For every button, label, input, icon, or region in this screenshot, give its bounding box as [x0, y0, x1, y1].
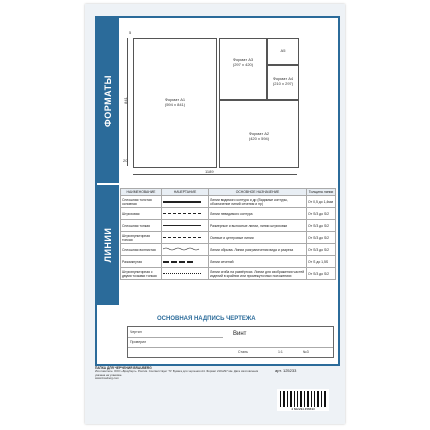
- format-a3-size: (297 х 420): [232, 62, 254, 67]
- line-purpose: Линии обрыва. Линии разграничения вида и разреза: [209, 244, 307, 256]
- line-name: Разомкнутая: [121, 256, 162, 268]
- format-a2-name: Формат А2: [248, 130, 270, 136]
- content-panel: [95, 16, 340, 366]
- line-sample: [162, 220, 209, 232]
- line-thickness: От S/3 до S/2: [307, 232, 336, 244]
- stamp-row-divider: [128, 347, 333, 348]
- format-a1-name: Формат А1: [164, 96, 186, 102]
- article-number: арт. 125233: [275, 368, 297, 373]
- line-thickness: От 0,5 до 1,4мм: [307, 196, 336, 208]
- line-thickness: От S/3 до S/2: [307, 220, 336, 232]
- line-sample: [162, 208, 209, 220]
- stamp-drew-label: Чертил: [130, 330, 142, 334]
- format-a3-name: Формат А3: [232, 57, 254, 62]
- line-purpose: Осевые и центровые линии: [209, 232, 307, 244]
- table-row: [121, 256, 336, 268]
- product-sheet: [85, 4, 345, 424]
- line-sample: [162, 256, 209, 268]
- line-name: Штрихпунктирная тонкая: [121, 232, 162, 244]
- formats-side-label: ФОРМАТЫ: [103, 74, 113, 127]
- header-style: НАЧЕРТАНИЕ: [162, 189, 209, 196]
- width-dimension-line: [133, 174, 297, 175]
- line-name: Штрихпунктирная с двумя точками тонкая: [121, 268, 162, 280]
- line-purpose: Линии сечений: [209, 256, 307, 268]
- line-thickness: От S/3 до S/2: [307, 208, 336, 220]
- line-thickness: От S/3 до S/2: [307, 244, 336, 256]
- line-sample: [162, 244, 209, 256]
- format-a1-size: (594 х 841): [164, 101, 186, 107]
- format-a4-box: [267, 65, 299, 100]
- header-name: НАИМЕНОВАНИЕ: [121, 189, 162, 196]
- line-sample: [162, 268, 209, 280]
- line-name: Сплошная волнистая: [121, 244, 162, 256]
- stamp-scale: 1:1: [278, 350, 283, 354]
- header-purpose: ОСНОВНОЕ НАЗНАЧЕНИЕ: [209, 189, 307, 196]
- lines-table: [120, 188, 336, 280]
- barcode: [277, 389, 329, 411]
- line-sample: [162, 232, 209, 244]
- format-a5-label: А5: [280, 47, 286, 53]
- stamp-checked-label: Проверил: [130, 340, 147, 344]
- wavy-line-sample: [163, 247, 201, 251]
- line-name: Сплошная толстая основная: [121, 196, 162, 208]
- format-a1-box: [133, 38, 217, 168]
- footer-heading: ПАПКА ДЛЯ ЧЕРЧЕНИЯ BRAUBERG: [95, 366, 152, 370]
- table-row: [121, 244, 336, 256]
- footer-text: [95, 367, 336, 381]
- format-a2-size: (420 х 594): [248, 135, 270, 141]
- format-a4-name: Формат А4: [272, 75, 294, 81]
- title-block: [127, 326, 334, 358]
- line-name: Сплошная тонкая: [121, 220, 162, 232]
- table-row: [121, 232, 336, 244]
- footer-site: www.brauberg.com: [95, 376, 119, 381]
- line-purpose: Линии видимого контура и др (Видимые контуры, обозначение линий сечения и пр): [209, 196, 307, 208]
- stamp-number: №3: [303, 350, 309, 354]
- width-dimension-label: 1189: [205, 169, 214, 174]
- table-row: [121, 220, 336, 232]
- stamp-title: ОСНОВНАЯ НАДПИСЬ ЧЕРТЕЖА: [157, 316, 256, 322]
- margin-5-label: 5: [129, 30, 132, 35]
- format-a4-size: (210 х 297): [272, 80, 294, 86]
- format-a5-box: [267, 38, 299, 65]
- lines-side-label: ЛИНИИ: [103, 227, 113, 263]
- line-purpose: Линии невидимого контура: [209, 208, 307, 220]
- format-a3-box: [219, 38, 267, 100]
- line-name: Штриховая: [121, 208, 162, 220]
- barcode-digits: 4 602234 456633: [291, 407, 315, 411]
- formats-side-bar: [97, 18, 119, 183]
- footer-body: Изготовитель: ООО «Брауберг». Россия. Соответствует ТУ. Бумага для черчения А4. Формат 210х297 мм. Дата изготовления указана на упаковке.: [95, 369, 259, 377]
- table-row: [121, 208, 336, 220]
- line-thickness: От S/3 до S/2: [307, 268, 336, 280]
- header-thickness: Толщина линии: [307, 189, 336, 196]
- lines-side-bar: [97, 185, 119, 305]
- table-row: [121, 196, 336, 208]
- stamp-row-divider: [128, 337, 223, 338]
- format-a2-box: [219, 100, 299, 168]
- stamp-part-name: Винт: [233, 331, 247, 337]
- line-thickness: От S до 1,5S: [307, 256, 336, 268]
- table-row: [121, 268, 336, 280]
- line-sample: [162, 196, 209, 208]
- stamp-material: Сталь: [238, 350, 248, 354]
- line-purpose: Размерные и выносные линии, линии штриховки: [209, 220, 307, 232]
- margin-20-label: 20: [123, 158, 128, 163]
- lines-table-header: [121, 189, 336, 196]
- height-dimension-label: 841: [122, 97, 128, 104]
- line-purpose: Линии сгиба на развёртках. Линии для изображения частей изделий в крайних или промежуточных положениях: [209, 268, 307, 280]
